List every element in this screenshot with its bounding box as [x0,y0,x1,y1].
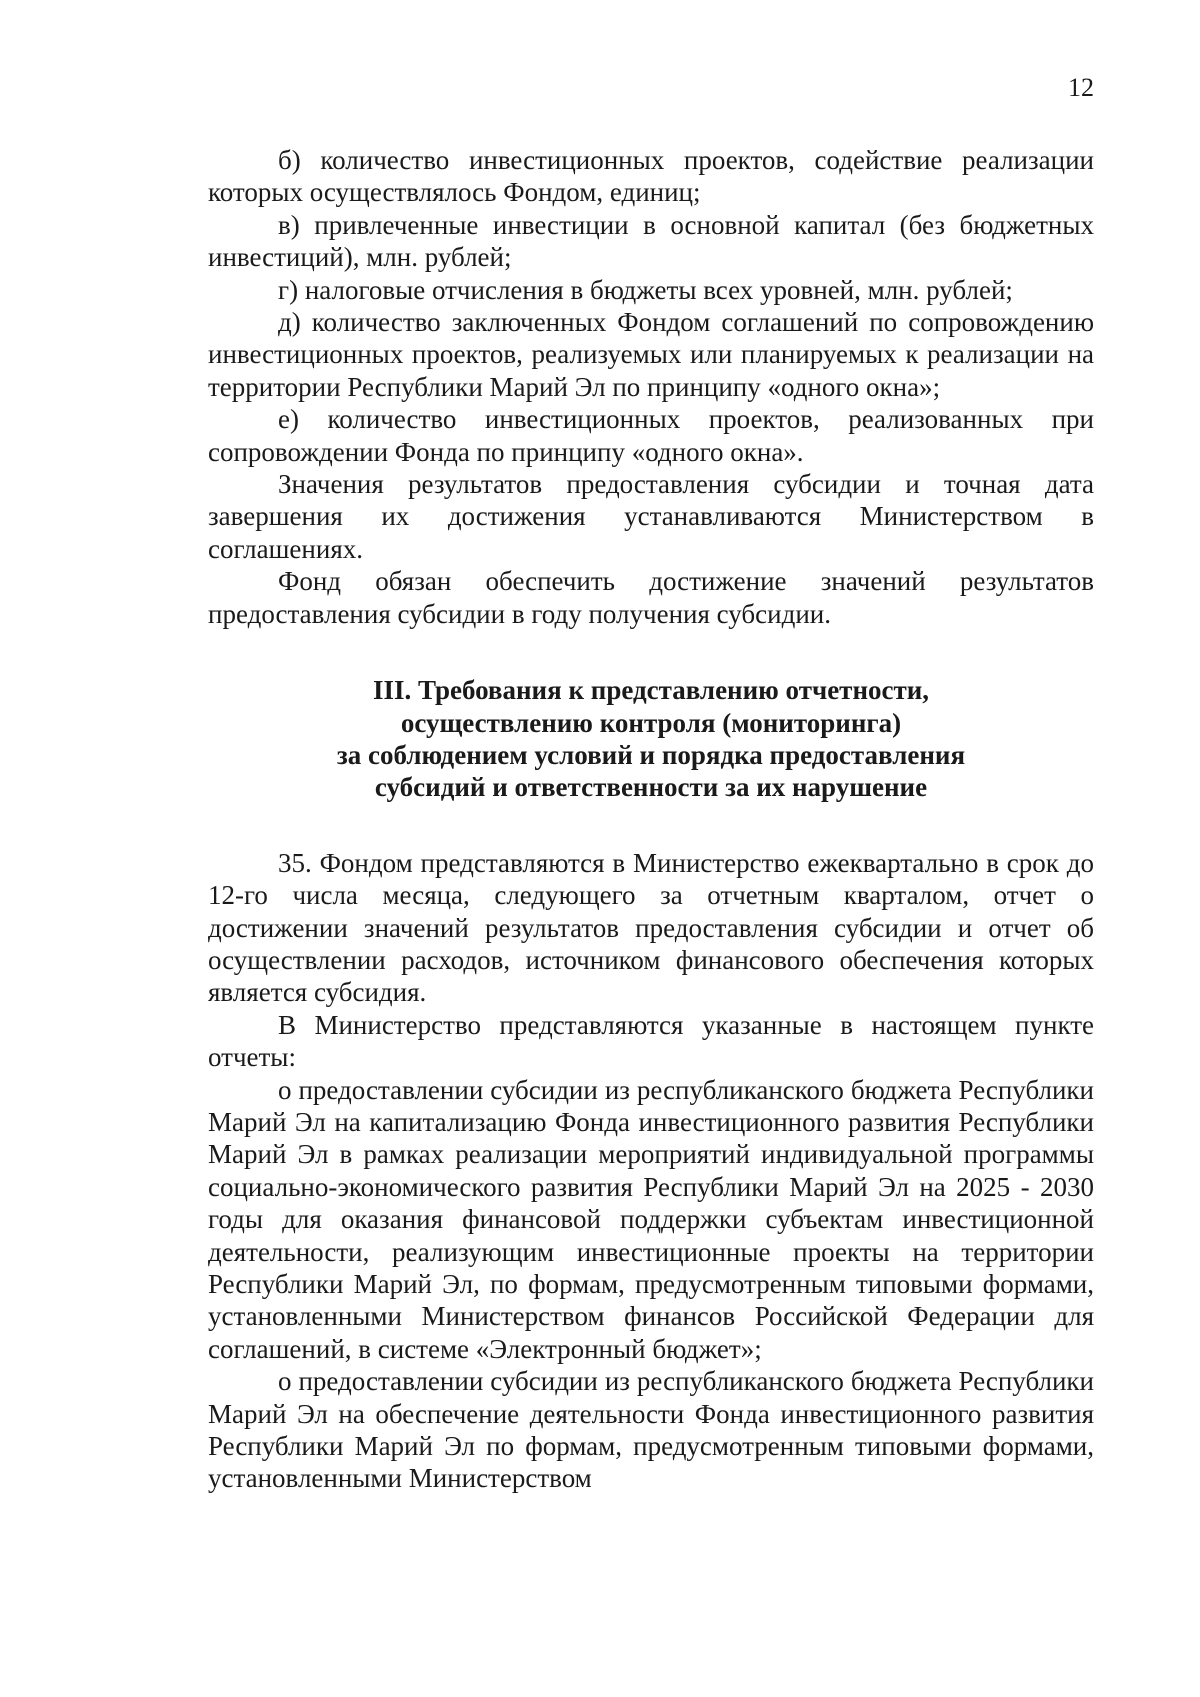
section-heading-line: III. Требования к представлению отчетности, [372,675,930,706]
paragraph-report-operations: о предоставлении субсидии из республиканского бюджета Республики Марий Эл на обеспечение деятельности Фонда инвестиционного развития Республики Марий Эл по формам, предусмотренным типовыми формами, установленными Министерством [208,1366,1094,1494]
section-heading-line: субсидий и ответственности за их нарушение [374,772,928,803]
paragraph-item-b: б) количество инвестиционных проектов, содействие реализации которых осуществлялось Фондом, единиц; [208,145,1094,208]
section-heading-line: за соблюдением условий и порядка предоставления [336,739,966,770]
paragraph-item-v: в) привлеченные инвестиции в основной капитал (без бюджетных инвестиций), млн. рублей; [208,209,1094,273]
paragraph-item-d: д) количество заключенных Фондом соглашений по сопровождению инвестиционных проектов, реализуемых или планируемых к реализации на территории Республики Марий Эл по принципу «одного окна»; [208,307,1094,402]
paragraph-fund-obligation: Фонд обязан обеспечить достижение значений результатов предоставления субсидии в году получения субсидии. [208,566,1094,629]
paragraph-result-values: Значения результатов предоставления субсидии и точная дата завершения их достижения устанавливаются Министерством в соглашениях. [208,469,1094,564]
paragraph-report-capitalization: о предоставлении субсидии из республиканского бюджета Республики Марий Эл на капитализацию Фонда инвестиционного развития Республики Марий Эл в рамках реализации мероприятий индивидуальной программы социально-экономического развития Республики Марий Эл на 2025 - 2030 годы для оказания финансовой поддержки субъектам инвестиционной деятельности, реализующим инвестиционные проекты на территории Республики Марий Эл, по формам, предусмотренным типовыми формами, установленными Министерством финансов Российской Федерации для соглашений, в системе «Электронный бюджет»; [208,1074,1094,1364]
paragraph-35: 35. Фондом представляются в Министерство ежеквартально в срок до 12-го числа месяца, следующего за отчетным кварталом, отчет о достижении значений результатов предоставления субсидии и отчет об осуществлении расходов, источником финансового обеспечения которых является субсидия. [208,847,1094,1008]
page-number: 12 [1068,73,1094,102]
section-heading [208,674,1094,804]
paragraph-item-g: г) налоговые отчисления в бюджеты всех уровней, млн. рублей; [278,274,1013,305]
document-body [208,144,1094,1495]
section-heading-line: осуществлению контроля (мониторинга) [400,707,902,738]
paragraph-item-e: е) количество инвестиционных проектов, реализованных при сопровождении Фонда по принципу «одного окна». [208,404,1094,467]
paragraph-reports-intro: В Министерство представляются указанные в настоящем пункте отчеты: [208,1009,1094,1073]
